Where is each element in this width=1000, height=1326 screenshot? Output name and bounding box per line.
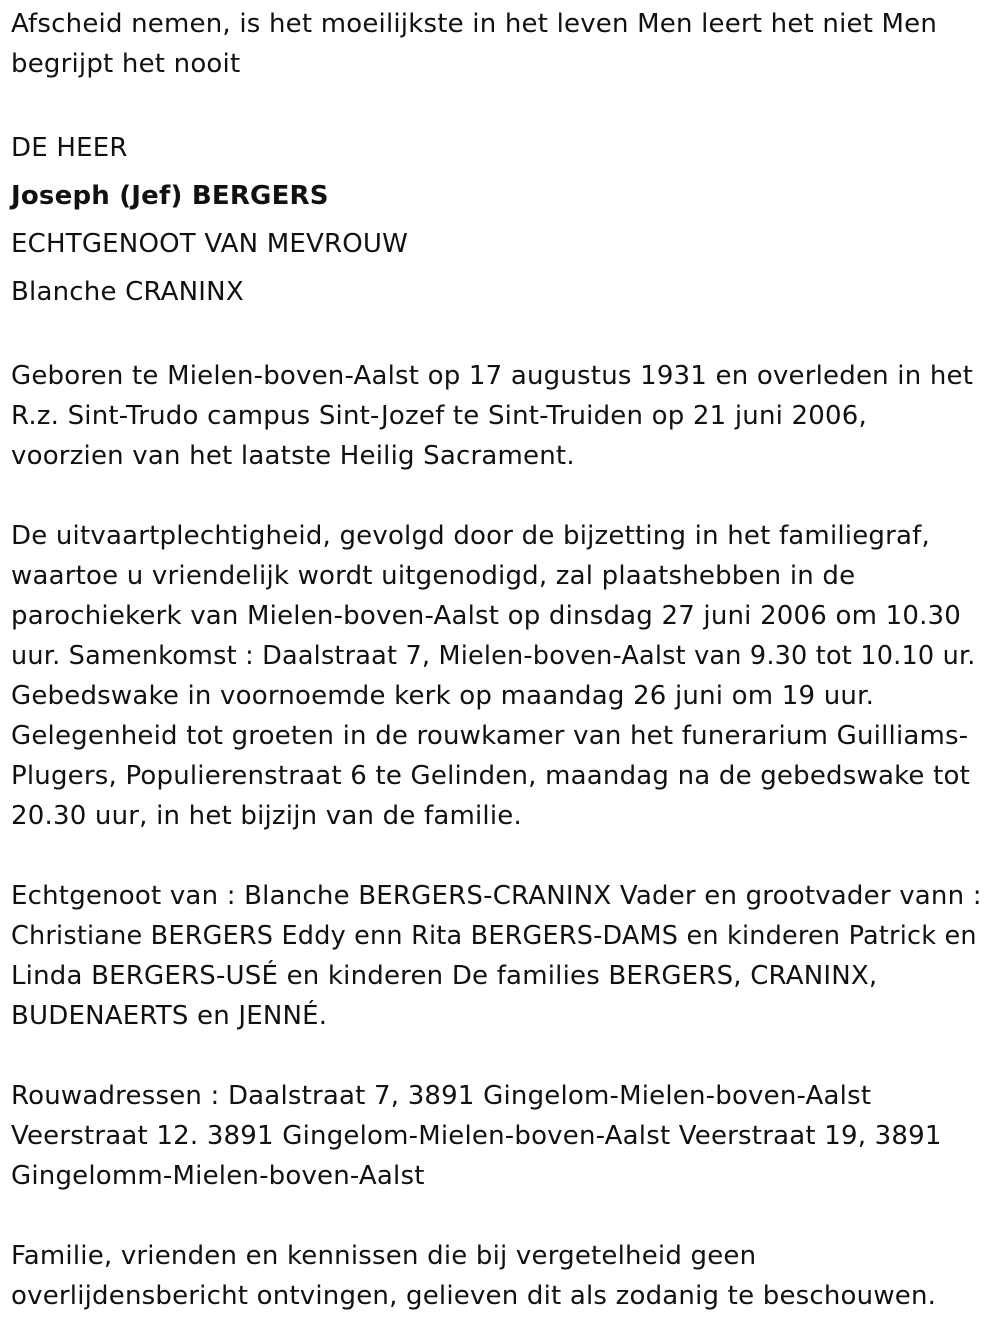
text-line: uur. Samenkomst : Daalstraat 7, Mielen-boven-Aalst van 9.30 tot 10.10 ur.	[11, 641, 976, 671]
text-line: Rouwadressen : Daalstraat 7, 3891 Gingelom-Mielen-boven-Aalst	[11, 1081, 872, 1111]
text-line: BUDENAERTS en JENNÉ.	[11, 1001, 328, 1031]
text-line: Plugers, Populierenstraat 6 te Gelinden, maandag na de gebedswake tot	[11, 761, 970, 791]
paragraph-gap	[11, 84, 993, 124]
paragraph-gap	[11, 836, 993, 876]
text-line: De uitvaartplechtigheid, gevolgd door de bijzetting in het familiegraf,	[11, 521, 930, 551]
paragraph-gap	[11, 476, 993, 516]
paragraph-gap	[11, 1036, 993, 1076]
ceremony-paragraph	[11, 516, 993, 836]
closing-paragraph	[11, 1236, 993, 1316]
text-line: parochiekerk van Mielen-boven-Aalst op dinsdag 27 juni 2006 om 10.30	[11, 601, 962, 631]
text-line: Gebedswake in voornoemde kerk op maandag 26 juni om 19 uur.	[11, 681, 875, 711]
paragraph-gap	[11, 1196, 993, 1236]
text-line: Echtgenoot van : Blanche BERGERS-CRANINX Vader en grootvader vann :	[11, 881, 982, 911]
addresses-paragraph	[11, 1076, 993, 1196]
obituary-document	[11, 0, 993, 1316]
text-line: 20.30 uur, in het bijzijn van de familie.	[11, 801, 522, 831]
relation-label: ECHTGENOOT VAN MEVROUW	[11, 229, 409, 259]
text-line: Veerstraat 12. 3891 Gingelom-Mielen-boven-Aalst Veerstraat 19, 3891	[11, 1121, 942, 1151]
paragraph-gap	[11, 316, 993, 356]
spouse-name: Blanche CRANINX	[11, 277, 244, 307]
text-line: waartoe u vriendelijk wordt uitgenodigd, zal plaatshebben in de	[11, 561, 856, 591]
text-line: Christiane BERGERS Eddy enn Rita BERGERS-DAMS en kinderen Patrick en	[11, 921, 977, 951]
honorific: DE HEER	[11, 133, 128, 163]
text-line: Linda BERGERS-USÉ en kinderen De families BERGERS, CRANINX,	[11, 961, 878, 991]
intro-quote	[11, 0, 993, 84]
text-line: Gelegenheid tot groeten in de rouwkamer van het funerarium Guilliams-	[11, 721, 969, 751]
text-line: Afscheid nemen, is het moeilijkste in het leven Men leert het niet Men	[11, 9, 938, 39]
family-paragraph	[11, 876, 993, 1036]
text-line: voorzien van het laatste Heilig Sacrament.	[11, 441, 575, 471]
text-line: begrijpt het nooit	[11, 49, 241, 79]
text-line: overlijdensbericht ontvingen, gelieven dit als zodanig te beschouwen.	[11, 1281, 937, 1311]
text-line: Familie, vrienden en kennissen die bij vergetelheid geen	[11, 1241, 757, 1271]
deceased-name: Joseph (Jef) BERGERS	[11, 181, 329, 211]
birth-death-paragraph	[11, 356, 993, 476]
text-line: R.z. Sint-Trudo campus Sint-Jozef te Sint-Truiden op 21 juni 2006,	[11, 401, 867, 431]
deceased-header	[11, 124, 993, 316]
text-line: Geboren te Mielen-boven-Aalst op 17 augustus 1931 en overleden in het	[11, 361, 974, 391]
text-line: Gingelomm-Mielen-boven-Aalst	[11, 1161, 425, 1191]
